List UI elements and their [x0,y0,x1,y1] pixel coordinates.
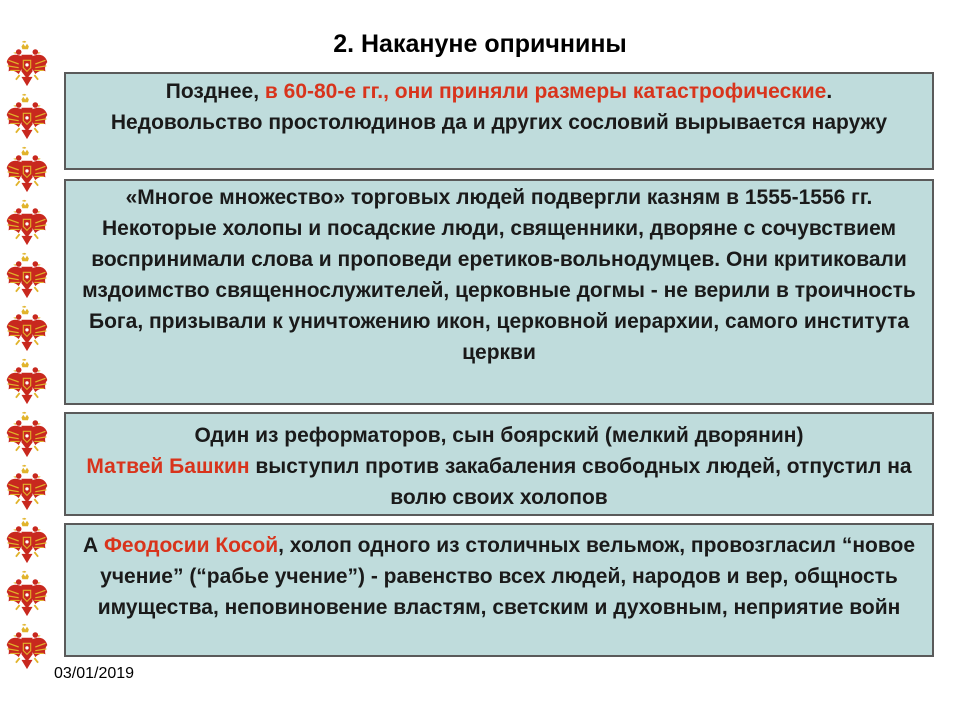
block-text [72,76,926,107]
block-text-tail: , холоп одного из столичных вельмож, провозгласил “новое учение” (“рабье учение”) - равенство всех людей, народов и вер, общность имущества, неповиновение властям, светским и духовным, неприятие войн [97,534,916,619]
coat-of-arms-icon [4,358,50,406]
coat-of-arms-icon [4,411,50,459]
block-text-lead: Позднее, [165,80,265,103]
eagle-column [0,40,54,672]
block-text-rest: Недовольство простолюдинов да и других сословий вырывается наружу [110,111,888,134]
highlight-period: в 60-80-е гг., они приняли размеры катастрофические [264,80,827,103]
block-text-tail: выступил против закабаления свободных людей, отпустил на волю своих холопов [249,455,912,509]
coat-of-arms-icon [4,305,50,353]
highlight-name-bashkin: Матвей Башкин [86,455,250,478]
coat-of-arms-icon [4,623,50,671]
text-block-bashkin [64,412,934,516]
slide-date: 03/01/2019 [54,665,135,682]
text-block-late-period [64,72,934,170]
block-text-lead: Один из реформаторов, сын боярский (мелкий дворянин) [194,424,804,447]
block-text [72,420,926,513]
block-text-punct: . [826,80,833,103]
block-text: «Многое множество» торговых людей подвергли казням в 1555-1556 гг. Некоторые холопы и посадские люди, священники, дворяне с сочувствием воспринимали слова и проповеди еретиков-вольнодумцев. Они критиковали мздоимство священнослужителей, церковные догмы - не верили в троичность Бога, призывали к уничтожению икон, церковной иерархии, самого института церкви [82,186,916,364]
coat-of-arms-icon [4,570,50,618]
coat-of-arms-icon [4,93,50,141]
coat-of-arms-icon [4,252,50,300]
coat-of-arms-icon [4,199,50,247]
slide-title: 2. Накануне опричнины [333,30,627,58]
coat-of-arms-icon [4,146,50,194]
text-block-kosoy [64,523,934,657]
block-text-lead: А [82,534,104,557]
text-block-executions [64,179,934,405]
coat-of-arms-icon [4,464,50,512]
highlight-name-kosoy: Феодосии Косой [103,534,279,557]
block-text [68,530,930,623]
coat-of-arms-icon [4,517,50,565]
